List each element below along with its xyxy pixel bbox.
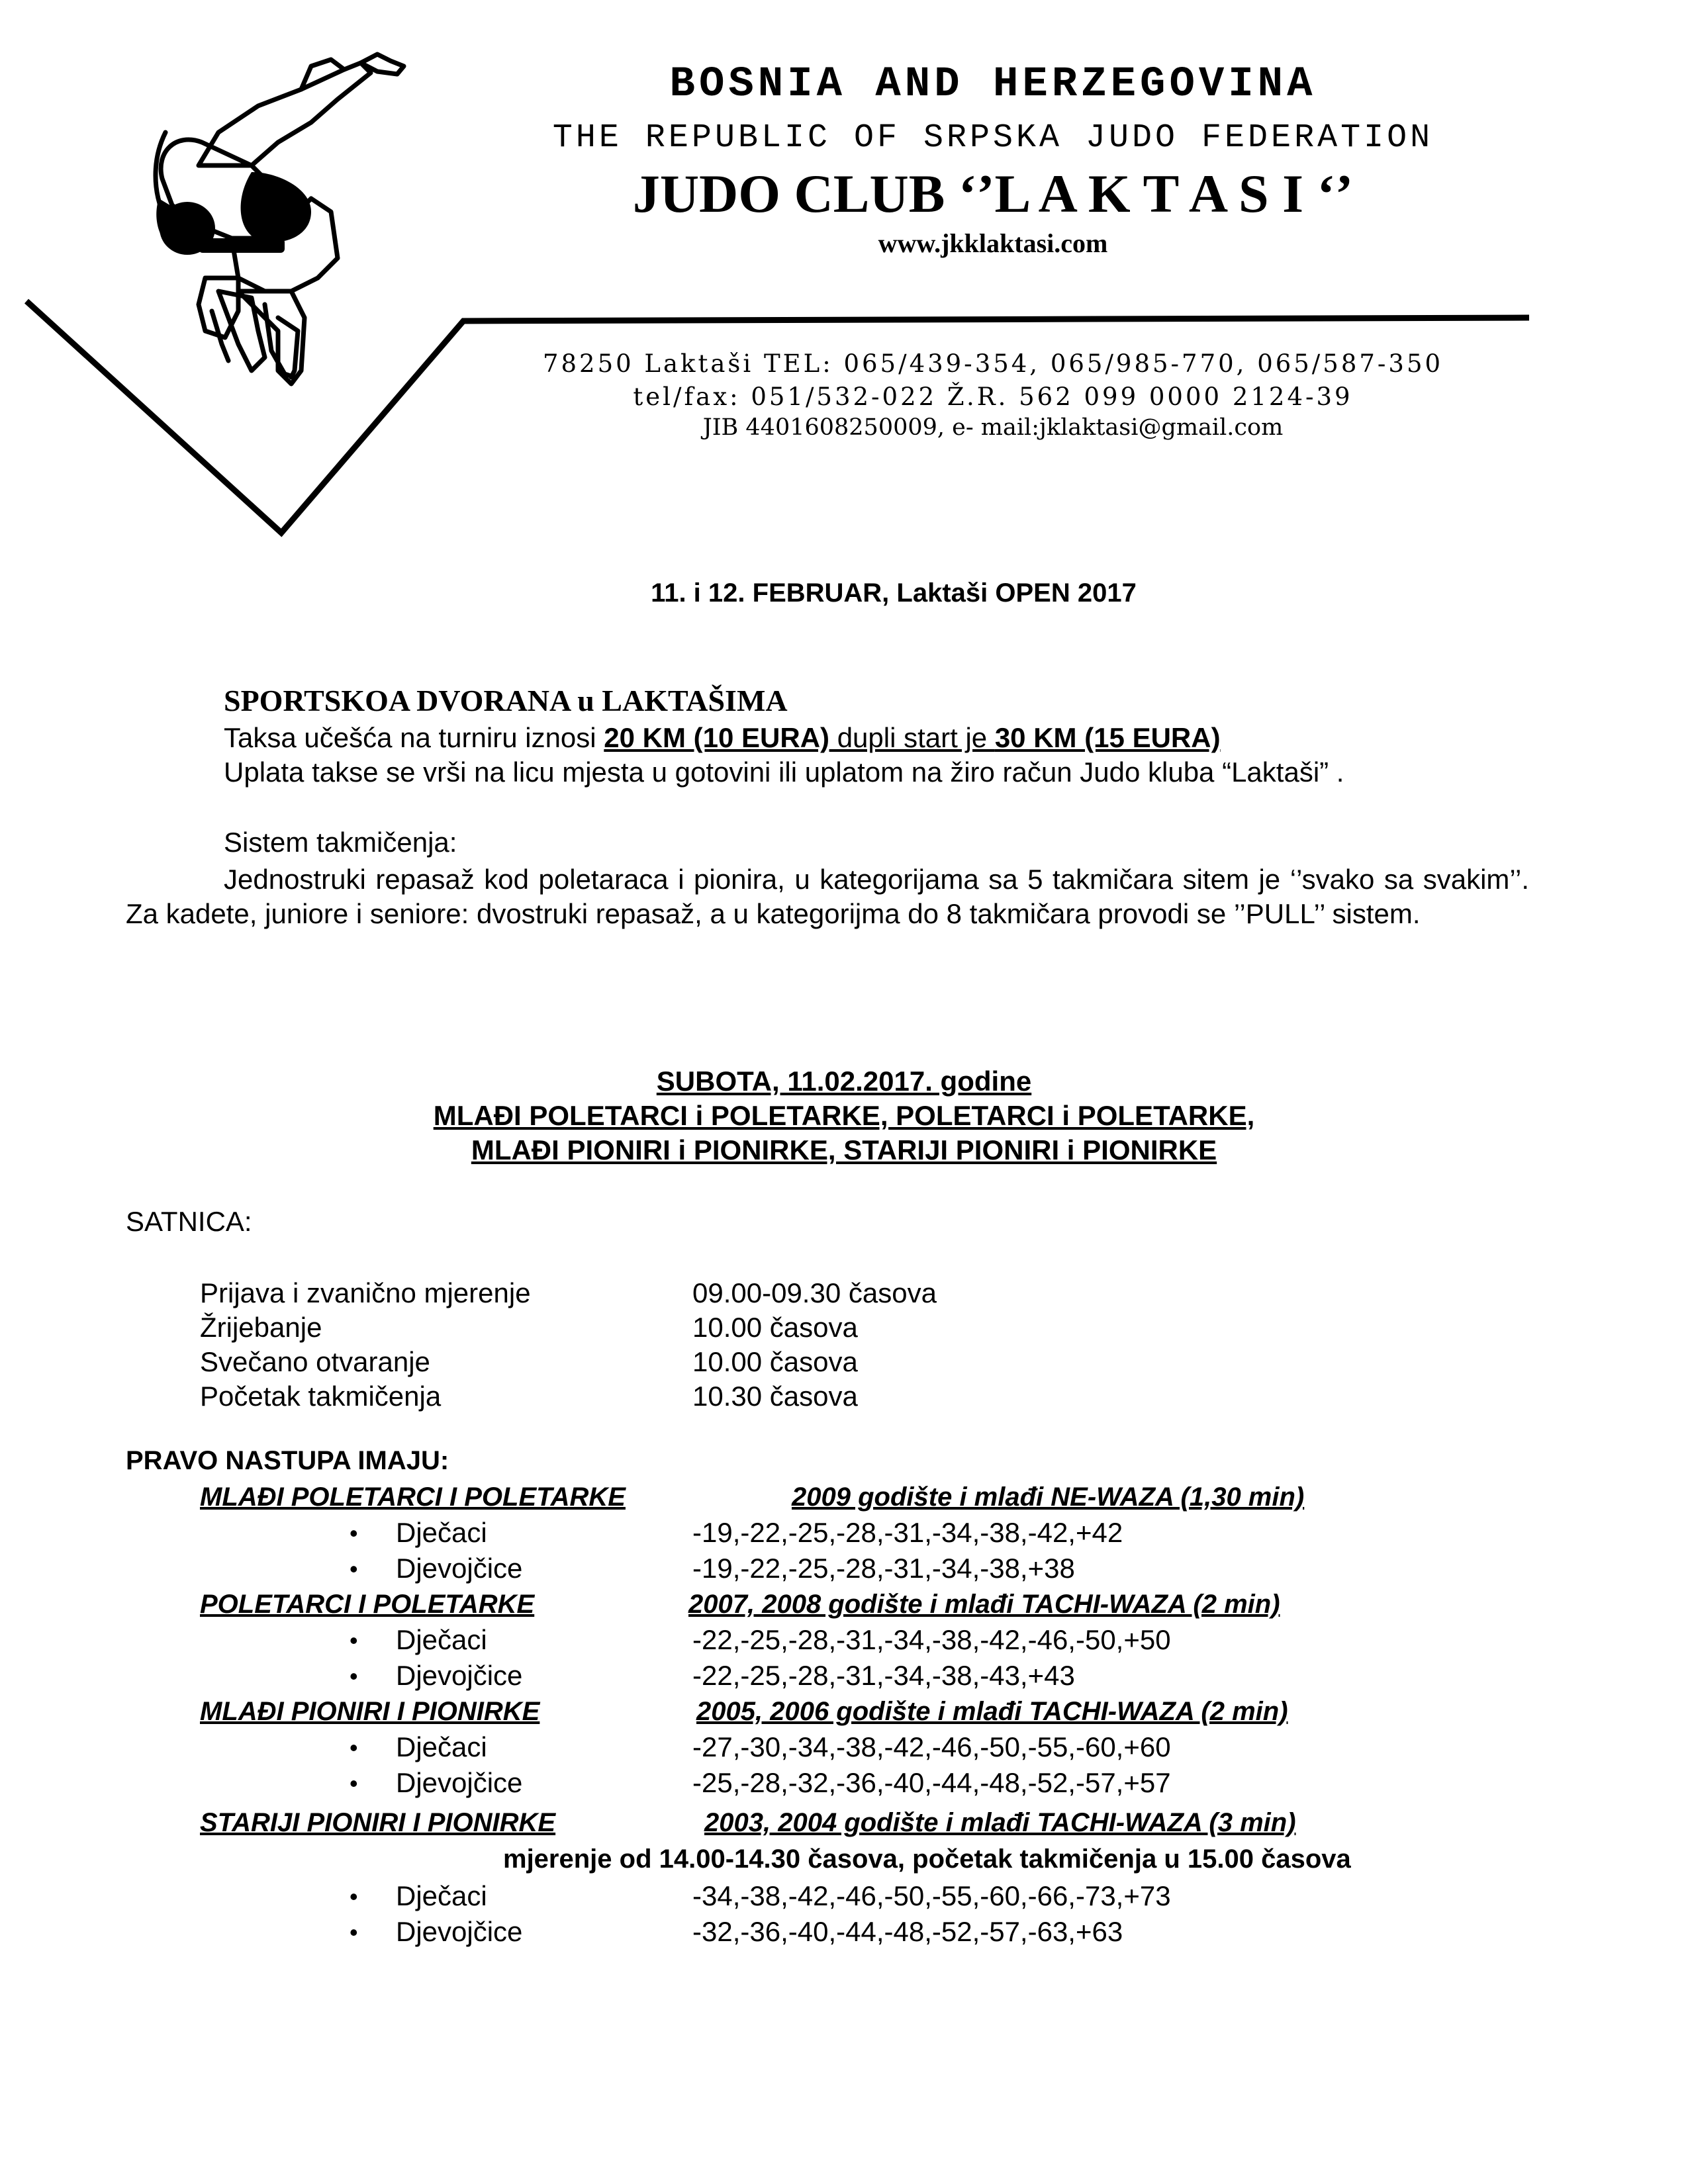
group-label: Dječaci bbox=[396, 1517, 487, 1548]
bullet-icon: • bbox=[350, 1919, 358, 1946]
category-info: 2005, 2006 godište i mlađi TACHI-WAZA (2 min) bbox=[696, 1697, 1288, 1726]
bullet-icon: • bbox=[350, 1627, 358, 1654]
group-label: Djevojčice bbox=[396, 1553, 523, 1584]
fee-middle: dupli start je bbox=[829, 722, 995, 753]
group-label: Dječaci bbox=[396, 1880, 487, 1911]
fee-line bbox=[224, 721, 1221, 755]
bullet-icon: • bbox=[350, 1734, 358, 1761]
group-label: Djevojčice bbox=[396, 1767, 523, 1798]
venue-heading: SPORTSKOA DVORANA u LAKTAŠIMA bbox=[224, 684, 788, 717]
schedule-item-label: Žrijebanje bbox=[200, 1312, 322, 1343]
schedule-item-time: 09.00-09.30 časova bbox=[692, 1277, 937, 1308]
saturday-categories-line2: MLAĐI PIONIRI i PIONIRKE, STARIJI PIONIRI i PIONIRKE bbox=[471, 1134, 1217, 1165]
group-weights: -22,-25,-28,-31,-34,-38,-43,+43 bbox=[692, 1660, 1075, 1691]
group-label: Djevojčice bbox=[396, 1916, 523, 1947]
header-country: BOSNIA AND HERZEGOVINA bbox=[669, 61, 1317, 109]
group-label: Dječaci bbox=[396, 1624, 487, 1655]
saturday-date: SUBOTA, 11.02.2017. godine bbox=[656, 1066, 1032, 1097]
category-info: 2009 godište i mlađi NE-WAZA (1,30 min) bbox=[792, 1482, 1305, 1512]
event-title: 11. i 12. FEBRUAR, Laktaši OPEN 2017 bbox=[651, 578, 1137, 608]
group-weights: -32,-36,-40,-44,-48,-52,-57,-63,+63 bbox=[692, 1916, 1123, 1947]
schedule-item-label: Početak takmičenja bbox=[200, 1381, 442, 1412]
category-name: POLETARCI I POLETARKE bbox=[200, 1590, 535, 1619]
fee-single: 20 KM (10 EURA) bbox=[604, 722, 830, 753]
group-weights: -22,-25,-28,-31,-34,-38,-42,-46,-50,+50 bbox=[692, 1624, 1171, 1655]
group-weights: -19,-22,-25,-28,-31,-34,-38,+38 bbox=[692, 1553, 1075, 1584]
bullet-icon: • bbox=[350, 1662, 358, 1690]
category-info: 2003, 2004 godište i mlađi TACHI-WAZA (3 min) bbox=[704, 1808, 1296, 1837]
group-weights: -25,-28,-32,-36,-40,-44,-48,-52,-57,+57 bbox=[692, 1767, 1171, 1798]
category-name: STARIJI PIONIRI I PIONIRKE bbox=[200, 1808, 556, 1837]
bullet-icon: • bbox=[350, 1883, 358, 1910]
bullet-icon: • bbox=[350, 1770, 358, 1797]
category-info: 2007, 2008 godište i mlađi TACHI-WAZA (2 min) bbox=[688, 1590, 1280, 1619]
group-weights: -34,-38,-42,-46,-50,-55,-60,-66,-73,+73 bbox=[692, 1880, 1171, 1911]
contact-line-fax-account: tel/fax: 051/532-022 Ž.R. 562 099 0000 2124-39 bbox=[633, 383, 1353, 411]
group-label: Dječaci bbox=[396, 1731, 487, 1762]
header-federation: THE REPUBLIC OF SRPSKA JUDO FEDERATION bbox=[552, 119, 1434, 157]
header-website[interactable]: www.jkklaktasi.com bbox=[878, 228, 1108, 258]
category-name: MLAĐI POLETARCI I POLETARKE bbox=[200, 1482, 626, 1512]
eligibility-heading: PRAVO NASTUPA IMAJU: bbox=[126, 1446, 449, 1475]
schedule-item-label: Svečano otvaranje bbox=[200, 1346, 430, 1377]
schedule-label: SATNICA: bbox=[126, 1206, 252, 1237]
schedule-item-label: Prijava i zvanično mjerenje bbox=[200, 1277, 531, 1308]
header-club-name: JUDO CLUB ‘’L A K T A S I ‘’ bbox=[632, 163, 1354, 224]
saturday-categories-line1: MLAĐI POLETARCI i POLETARKE, POLETARCI i POLETARKE, bbox=[433, 1100, 1255, 1131]
category-name: MLAĐI PIONIRI I PIONIRKE bbox=[200, 1697, 540, 1726]
schedule-item-time: 10.00 časova bbox=[692, 1312, 858, 1343]
bullet-icon: • bbox=[350, 1520, 358, 1547]
bullet-icon: • bbox=[350, 1555, 358, 1582]
weigh-in-note: mjerenje od 14.00-14.30 časova, početak takmičenja u 15.00 časova bbox=[503, 1844, 1351, 1874]
payment-text: Uplata takse se vrši na licu mjesta u gotovini ili uplatom na žiro račun Judo kluba “Laktaši” . bbox=[224, 756, 1344, 788]
contact-line-address-phone: 78250 Laktaši TEL: 065/439-354, 065/985-770, 065/587-350 bbox=[542, 349, 1444, 378]
schedule-item-time: 10.00 časova bbox=[692, 1346, 858, 1377]
fee-double: 30 KM (15 EURA) bbox=[994, 722, 1221, 753]
group-weights: -27,-30,-34,-38,-42,-46,-50,-55,-60,+60 bbox=[692, 1731, 1171, 1762]
group-label: Djevojčice bbox=[396, 1660, 523, 1691]
contact-line-jib-email: JIB 4401608250009, e- mail:jklaktasi@gmail.com bbox=[702, 414, 1284, 441]
schedule-item-time: 10.30 časova bbox=[692, 1381, 858, 1412]
system-label: Sistem takmičenja: bbox=[224, 827, 457, 858]
group-weights: -19,-22,-25,-28,-31,-34,-38,-42,+42 bbox=[692, 1517, 1123, 1548]
fee-prefix: Taksa učešća na turniru iznosi bbox=[224, 722, 604, 753]
system-text: Jednostruki repasaž kod poletaraca i pionira, u kategorijama sa 5 takmičara sitem je ‘’svako sa svakim’’. Za kadete, juniore i seniore: dvostruki repasaž, a u kategorijma do 8 takmičara provodi se ’’PULL’’ sistem. bbox=[126, 864, 1529, 929]
